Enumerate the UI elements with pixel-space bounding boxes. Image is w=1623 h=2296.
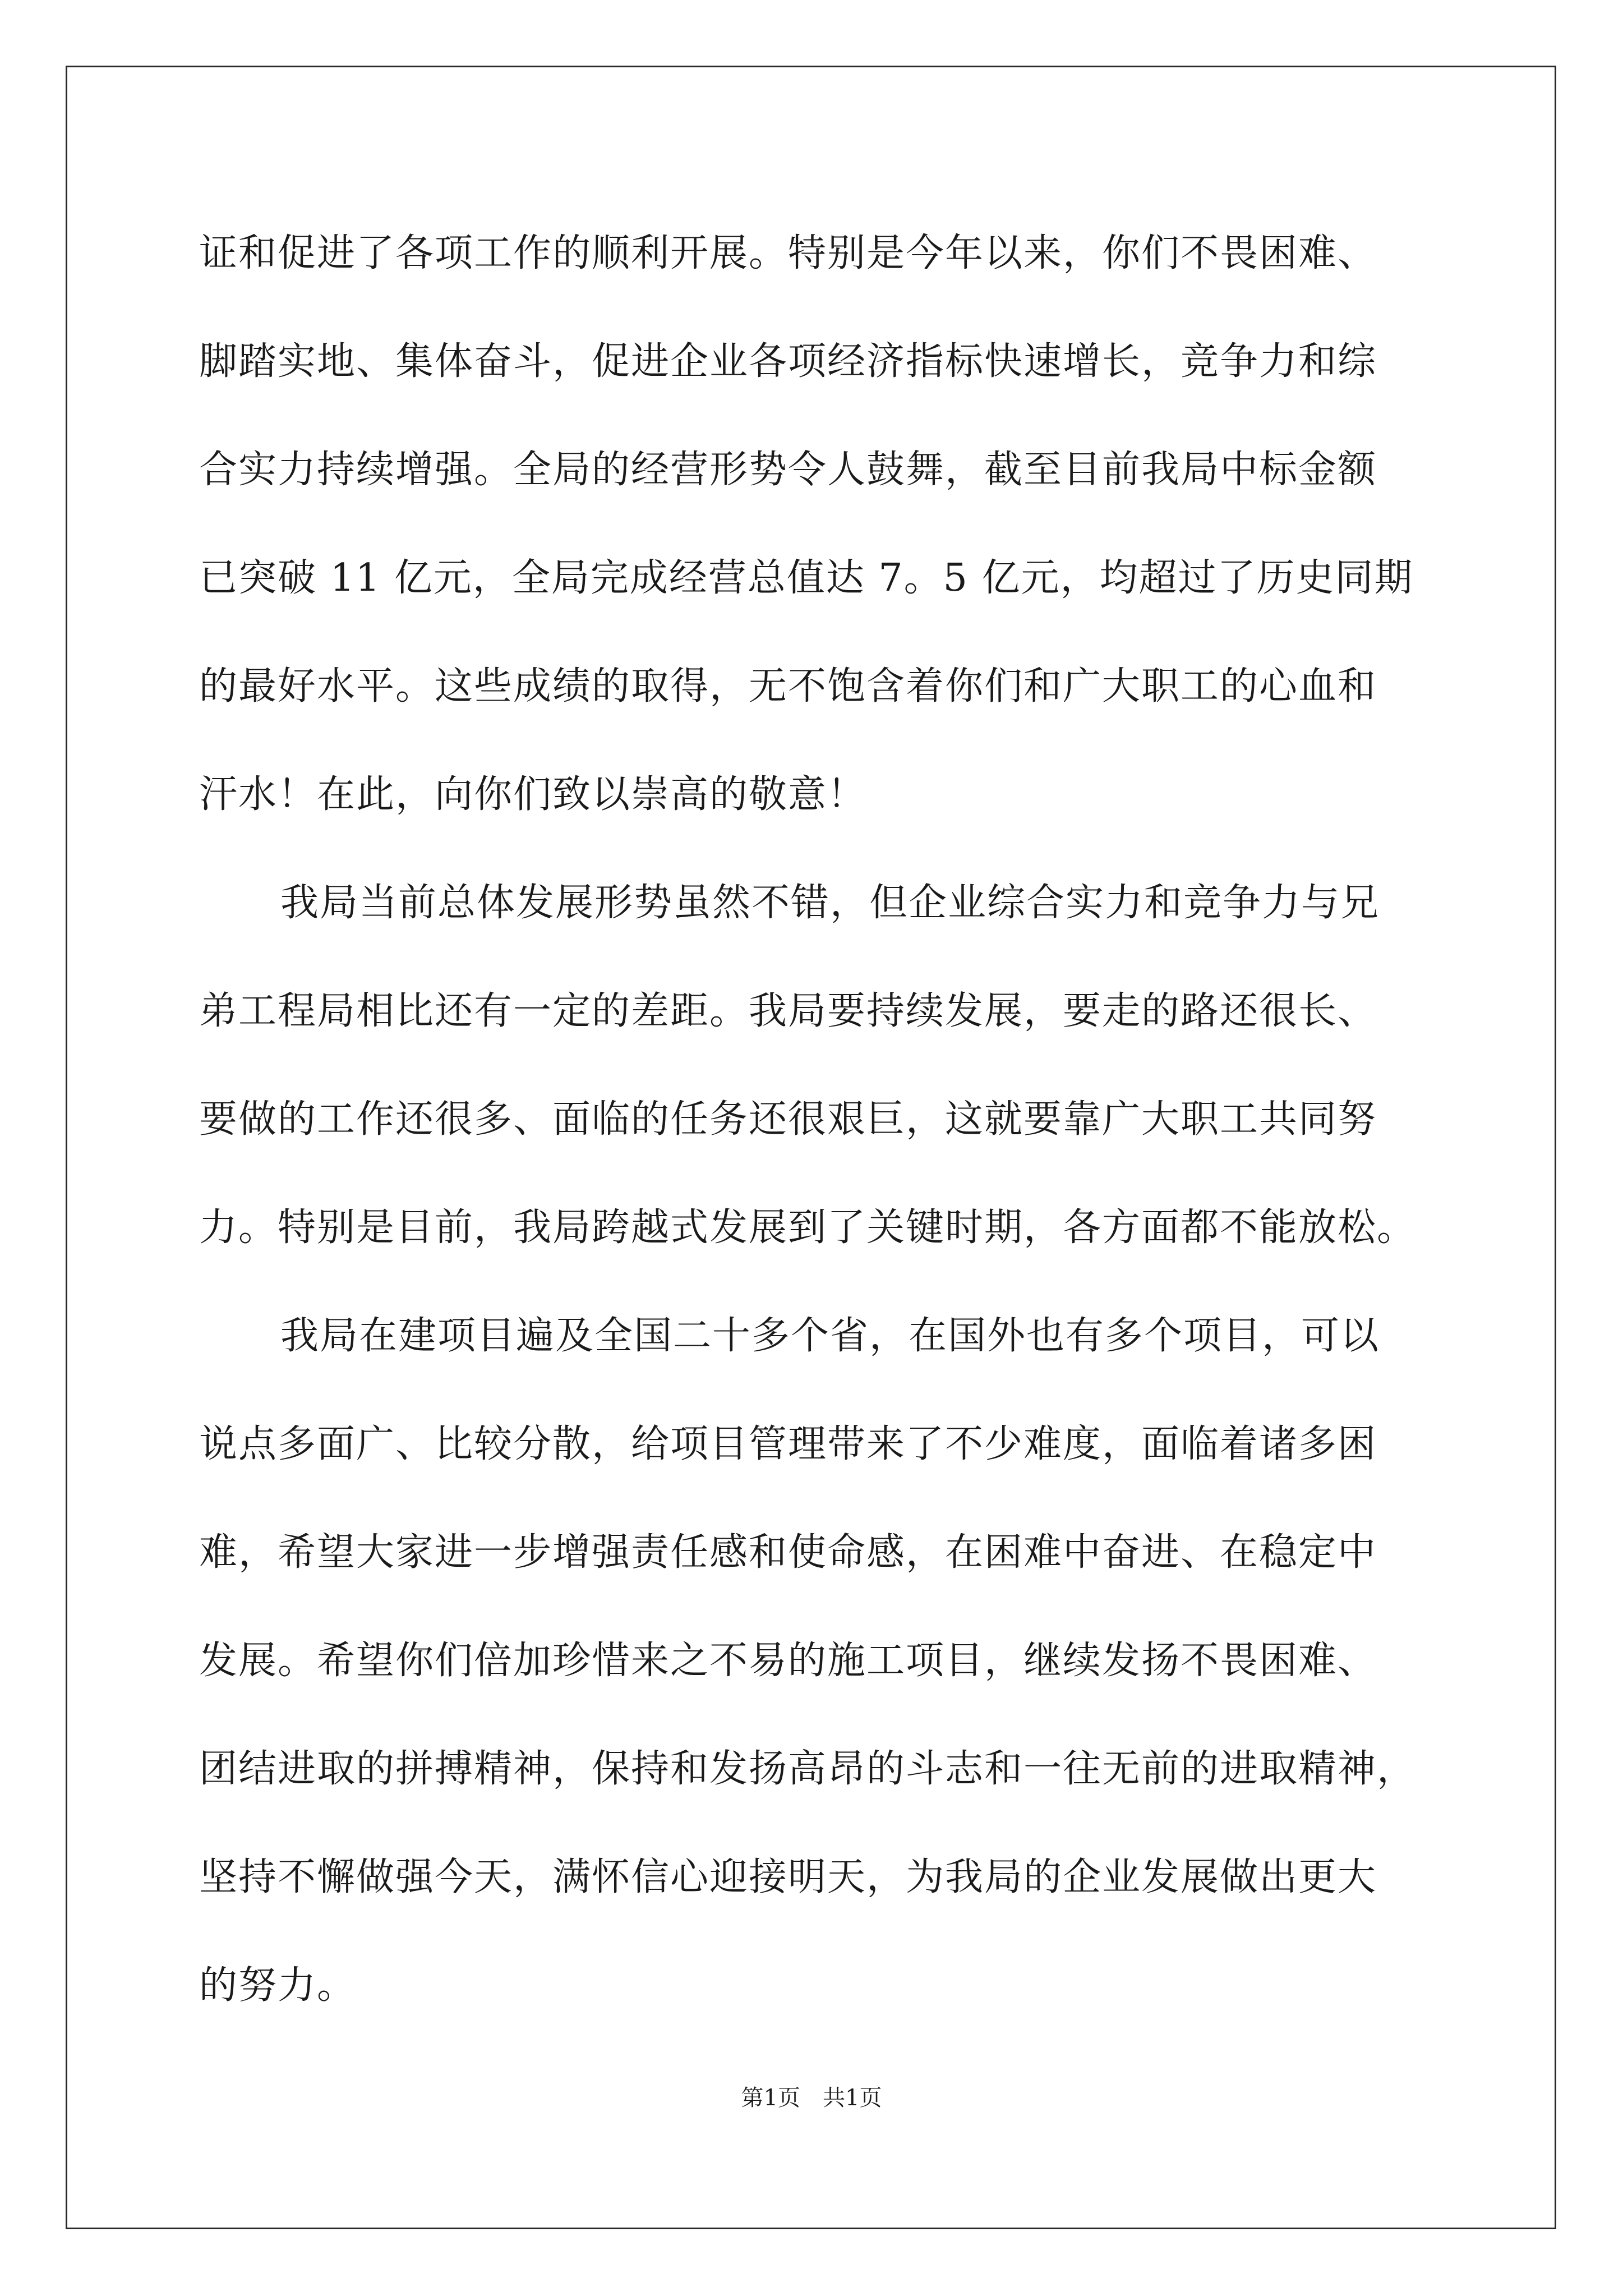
page-footer bbox=[0, 2081, 1623, 2115]
text-line: 力。特别是目前，我局跨越式发展到了关键时期，各方面都不能放松。 bbox=[199, 1205, 1417, 1250]
paragraph-start-line: 我局在建项目遍及全国二十多个省，在国外也有多个项目，可以 bbox=[280, 1314, 1380, 1358]
text-line: 证和促进了各项工作的顺利开展。特别是今年以来，你们不畏困难、 bbox=[199, 231, 1377, 275]
text-line: 坚持不懈做强今天，满怀信心迎接明天，为我局的企业发展做出更大 bbox=[199, 1855, 1377, 1899]
text-line: 的努力。 bbox=[199, 1963, 357, 2008]
text-line: 合实力持续增强。全局的经营形势令人鼓舞，截至目前我局中标金额 bbox=[199, 448, 1377, 492]
text-line: 脚踏实地、集体奋斗，促进企业各项经济指标快速增长，竞争力和综 bbox=[199, 339, 1377, 384]
text-line: 的最好水平。这些成绩的取得，无不饱含着你们和广大职工的心血和 bbox=[199, 664, 1377, 708]
text-line: 已突破 11 亿元，全局完成经营总值达 7。5 亿元，均超过了历史同期 bbox=[199, 556, 1414, 600]
text-line: 难，希望大家进一步增强责任感和使命感，在困难中奋进、在稳定中 bbox=[199, 1530, 1377, 1575]
paragraph-start-line: 我局当前总体发展形势虽然不错，但企业综合实力和竞争力与兄 bbox=[280, 881, 1380, 925]
text-line: 弟工程局相比还有一定的差距。我局要持续发展，要走的路还很长、 bbox=[199, 989, 1377, 1033]
text-line: 发展。希望你们倍加珍惜来之不易的施工项目，继续发扬不畏困难、 bbox=[199, 1639, 1377, 1683]
page-number-total: 共1页 bbox=[823, 2085, 882, 2111]
page-number-current: 第1页 bbox=[741, 2085, 800, 2111]
document-body bbox=[199, 199, 1433, 2040]
text-line: 汗水！在此，向你们致以崇高的敬意！ bbox=[199, 772, 867, 817]
text-line: 要做的工作还很多、面临的任务还很艰巨，这就要靠广大职工共同努 bbox=[199, 1097, 1377, 1142]
text-line: 团结进取的拼搏精神，保持和发扬高昂的斗志和一往无前的进取精神， bbox=[199, 1747, 1417, 1791]
text-line: 说点多面广、比较分散，给项目管理带来了不少难度，面临着诸多困 bbox=[199, 1422, 1377, 1466]
